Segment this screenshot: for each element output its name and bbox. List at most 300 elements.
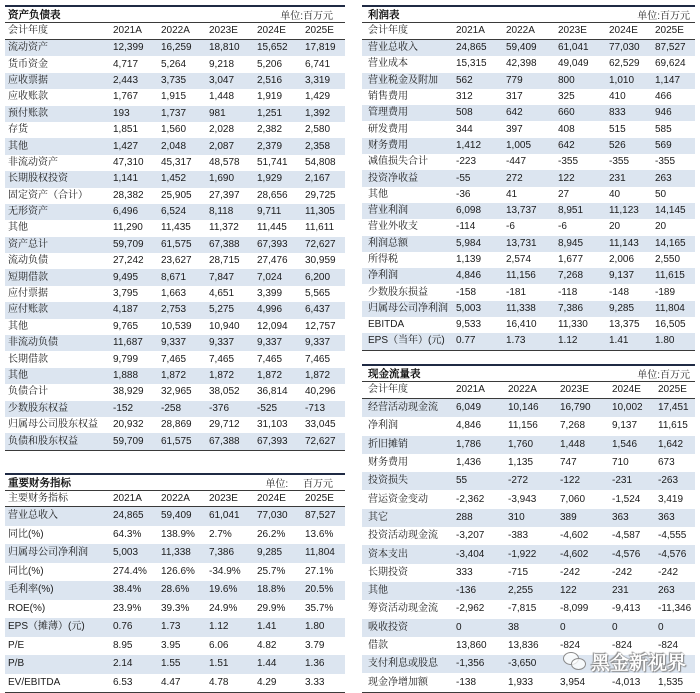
row-value: 24,865 bbox=[113, 510, 144, 522]
row-value: 7,465 bbox=[209, 353, 235, 365]
row-value: 410 bbox=[609, 91, 626, 103]
row-value: 1.51 bbox=[209, 658, 229, 670]
row-label: 应收账款 bbox=[8, 91, 48, 103]
row-value: 13.6% bbox=[305, 528, 334, 540]
row-label: 其他 bbox=[8, 370, 28, 381]
row-value: 5,003 bbox=[456, 302, 482, 314]
row-value: 1,005 bbox=[506, 139, 532, 151]
row-value: 2,255 bbox=[508, 585, 534, 597]
row-value: 231 bbox=[609, 172, 626, 184]
row-value: 11,338 bbox=[161, 547, 191, 559]
table-row bbox=[5, 563, 345, 582]
row-value: -525 bbox=[257, 402, 278, 414]
row-value: 35.7% bbox=[305, 602, 334, 614]
row-value: 1.73 bbox=[506, 335, 526, 347]
row-value: 2,550 bbox=[655, 254, 681, 265]
table-row bbox=[5, 73, 345, 89]
row-label: 归属母公司股东权益 bbox=[8, 419, 98, 431]
row-value: 17,819 bbox=[305, 42, 336, 54]
header-year: 2021A bbox=[113, 25, 142, 36]
table-row bbox=[362, 399, 695, 417]
row-label: 投资净收益 bbox=[368, 172, 418, 184]
row-label: 借款 bbox=[368, 640, 388, 651]
row-value: 28,869 bbox=[161, 419, 192, 431]
row-value: 1,412 bbox=[456, 139, 482, 151]
row-label: 营业总收入 bbox=[368, 42, 418, 54]
row-value: 1,919 bbox=[257, 91, 283, 103]
row-value: 1,767 bbox=[113, 91, 139, 103]
row-value: 2,167 bbox=[305, 173, 331, 185]
row-value: 4,996 bbox=[257, 304, 283, 316]
row-value: 5,565 bbox=[305, 288, 331, 300]
row-value: 3,399 bbox=[257, 288, 283, 300]
header-label: 会计年度 bbox=[8, 25, 48, 36]
row-value: 6.06 bbox=[209, 639, 229, 651]
row-value: 54,808 bbox=[305, 156, 336, 168]
row-value: -258 bbox=[161, 402, 182, 414]
row-value: 310 bbox=[508, 511, 525, 523]
row-value: 40 bbox=[609, 188, 621, 200]
row-value: 67,388 bbox=[209, 238, 240, 250]
row-value: 1.12 bbox=[209, 621, 229, 633]
row-value: 7,024 bbox=[257, 271, 283, 283]
row-value: 28,656 bbox=[257, 189, 288, 201]
row-value: 61,575 bbox=[161, 238, 192, 250]
row-value: 38,929 bbox=[113, 386, 144, 398]
row-value: 325 bbox=[558, 91, 575, 103]
table-row bbox=[362, 673, 695, 691]
row-value: -4,602 bbox=[560, 548, 589, 560]
row-value: -355 bbox=[558, 156, 579, 168]
row-label: 货币资金 bbox=[8, 58, 48, 70]
header-year: 2021A bbox=[456, 25, 485, 36]
row-value: 29,712 bbox=[209, 419, 240, 431]
row-value: 27,397 bbox=[209, 189, 240, 201]
row-value: -824 bbox=[560, 640, 581, 651]
row-value: -713 bbox=[305, 402, 326, 414]
table-row bbox=[5, 351, 345, 367]
row-value: 18,810 bbox=[209, 42, 240, 54]
row-value: 1.44 bbox=[257, 658, 277, 670]
table-row bbox=[5, 204, 345, 220]
table-row bbox=[5, 600, 345, 619]
row-value: 20,932 bbox=[113, 419, 144, 431]
row-value: 4,846 bbox=[456, 270, 482, 282]
row-value: 0 bbox=[456, 621, 462, 633]
row-value: 23,627 bbox=[161, 255, 192, 267]
row-value: 569 bbox=[655, 139, 672, 151]
table-row bbox=[5, 384, 345, 400]
table-row bbox=[5, 155, 345, 171]
row-value: 26.2% bbox=[257, 528, 286, 540]
header-year: 2022A bbox=[161, 492, 190, 504]
row-value: 1,448 bbox=[560, 438, 586, 450]
row-value: 1,546 bbox=[612, 438, 638, 450]
row-value: 2,753 bbox=[161, 304, 187, 316]
row-value: -181 bbox=[506, 286, 527, 298]
row-label: 非流动资产 bbox=[8, 156, 58, 168]
row-label: 长期股权投资 bbox=[8, 173, 68, 185]
table-row bbox=[362, 154, 695, 170]
row-value: 15,315 bbox=[456, 58, 487, 70]
row-value: 45,317 bbox=[161, 156, 192, 168]
row-value: 11,143 bbox=[609, 237, 639, 249]
row-value: 28,715 bbox=[209, 255, 240, 267]
row-value: 1,560 bbox=[161, 124, 187, 136]
table-header bbox=[5, 490, 345, 507]
table-row bbox=[362, 105, 695, 121]
row-label: 预付账款 bbox=[8, 107, 48, 119]
row-value: 2,028 bbox=[209, 124, 235, 136]
row-label: 吸收投资 bbox=[368, 621, 408, 633]
row-value: -4,602 bbox=[560, 530, 589, 542]
row-value: 72,627 bbox=[305, 435, 336, 447]
row-value: 33,045 bbox=[305, 419, 336, 431]
table-row bbox=[5, 253, 345, 269]
row-value: 67,393 bbox=[257, 435, 288, 447]
row-label: EV/EBITDA bbox=[8, 676, 61, 688]
row-value: 32,965 bbox=[161, 386, 192, 398]
row-value: 10,539 bbox=[161, 320, 192, 332]
row-value: -355 bbox=[655, 156, 676, 168]
row-value: 38,052 bbox=[209, 386, 240, 398]
row-value: 2.14 bbox=[113, 658, 133, 670]
row-value: 12,757 bbox=[305, 320, 336, 332]
table-title: 重要财务指标 bbox=[8, 477, 71, 489]
row-value: 30,959 bbox=[305, 255, 336, 267]
table-row bbox=[5, 171, 345, 187]
row-value: -6 bbox=[506, 221, 515, 233]
row-value: 5,003 bbox=[113, 547, 139, 559]
table-row bbox=[362, 619, 695, 637]
row-value: 8,951 bbox=[558, 205, 584, 217]
row-value: 1,677 bbox=[558, 254, 584, 265]
table-row bbox=[362, 317, 695, 333]
table-row bbox=[362, 564, 695, 582]
row-value: 9,533 bbox=[456, 319, 482, 331]
row-value: 1,888 bbox=[113, 370, 139, 381]
row-value: 25.7% bbox=[257, 565, 286, 577]
table-row bbox=[5, 237, 345, 253]
row-value: 28,382 bbox=[113, 189, 144, 201]
row-value: 397 bbox=[506, 123, 523, 135]
table-body bbox=[5, 40, 345, 451]
row-value: 59,709 bbox=[113, 238, 144, 250]
row-value: 642 bbox=[558, 139, 575, 151]
row-value: -152 bbox=[113, 402, 134, 414]
table-row bbox=[5, 581, 345, 600]
table-row bbox=[5, 188, 345, 204]
row-value: 59,409 bbox=[506, 42, 537, 54]
table-unit: 单位:百万元 bbox=[637, 370, 690, 381]
watermark bbox=[563, 648, 686, 674]
row-value: 2,516 bbox=[257, 74, 283, 86]
row-label: 短期借款 bbox=[8, 271, 48, 283]
row-value: 1,929 bbox=[257, 173, 283, 185]
row-value: 3.79 bbox=[305, 639, 325, 651]
table-row bbox=[5, 122, 345, 138]
header-year: 2022A bbox=[508, 384, 537, 395]
row-value: -118 bbox=[558, 286, 578, 298]
row-value: 3,735 bbox=[161, 74, 187, 86]
row-value: 48,578 bbox=[209, 156, 240, 168]
row-value: -34.9% bbox=[209, 565, 241, 577]
row-label: 营业成本 bbox=[368, 58, 408, 70]
header-year: 2021A bbox=[456, 384, 485, 395]
row-value: 61,041 bbox=[209, 510, 240, 522]
row-value: 20.5% bbox=[305, 584, 334, 596]
header-year: 2022A bbox=[506, 25, 535, 36]
row-value: 5,264 bbox=[161, 58, 187, 70]
row-value: 16,259 bbox=[161, 42, 192, 54]
row-label: 存货 bbox=[8, 124, 28, 136]
row-value: -383 bbox=[508, 530, 529, 542]
row-value: 6,049 bbox=[456, 402, 482, 414]
row-value: -138 bbox=[456, 676, 477, 688]
table-row bbox=[5, 220, 345, 236]
table-body bbox=[362, 40, 695, 351]
header-year: 2023E bbox=[209, 492, 238, 504]
row-value: -4,587 bbox=[612, 530, 641, 542]
row-value: -7,815 bbox=[508, 603, 537, 615]
header-year: 2024E bbox=[257, 25, 286, 36]
row-value: 38.4% bbox=[113, 584, 142, 596]
row-value: 41 bbox=[506, 188, 518, 200]
row-value: 8.95 bbox=[113, 639, 133, 651]
table-title-row bbox=[5, 5, 345, 22]
row-label: 负债合计 bbox=[8, 386, 48, 398]
row-label: 支付利息或股息 bbox=[368, 658, 438, 670]
row-value: 1,139 bbox=[456, 254, 482, 265]
table-row bbox=[362, 236, 695, 252]
table-row bbox=[362, 40, 695, 56]
row-label: 其他 bbox=[368, 188, 388, 200]
row-value: 193 bbox=[113, 107, 130, 119]
row-value: 526 bbox=[609, 139, 626, 151]
row-value: 87,527 bbox=[655, 42, 686, 54]
row-value: 9,337 bbox=[257, 337, 283, 349]
row-value: 1,872 bbox=[305, 370, 331, 381]
row-value: 4,187 bbox=[113, 304, 139, 316]
header-year: 2025E bbox=[655, 25, 684, 36]
row-value: 1,760 bbox=[508, 438, 534, 450]
table-unit: 单位:百万元 bbox=[637, 11, 690, 22]
row-value: -272 bbox=[508, 475, 529, 487]
row-value: 7,465 bbox=[161, 353, 187, 365]
row-label: 其他 bbox=[8, 320, 28, 332]
row-value: 8,671 bbox=[161, 271, 187, 283]
row-value: -824 bbox=[612, 640, 633, 651]
table-row bbox=[362, 170, 695, 186]
table-row bbox=[362, 89, 695, 105]
row-value: 11,305 bbox=[305, 206, 335, 218]
header-label: 主要财务指标 bbox=[8, 492, 68, 504]
row-value: 11,156 bbox=[506, 270, 536, 282]
row-value: 11,615 bbox=[658, 420, 688, 432]
row-value: 981 bbox=[209, 107, 226, 119]
row-value: 515 bbox=[609, 123, 626, 135]
row-label: 管理费用 bbox=[368, 107, 408, 119]
row-value: 12,094 bbox=[257, 320, 288, 332]
balance-sheet-table bbox=[5, 5, 345, 451]
row-value: 23.9% bbox=[113, 602, 142, 614]
row-value: 9,765 bbox=[113, 320, 139, 332]
row-label: 归属母公司净利润 bbox=[8, 547, 88, 559]
row-value: 7,268 bbox=[560, 420, 586, 432]
row-label: 营运资金变动 bbox=[368, 493, 428, 505]
row-value: 61,575 bbox=[161, 435, 192, 447]
row-value: 11,615 bbox=[655, 270, 685, 282]
row-value: 5,984 bbox=[456, 237, 482, 249]
row-value: 11,330 bbox=[558, 319, 588, 331]
row-label: 营业外收支 bbox=[368, 221, 418, 233]
row-value: 363 bbox=[612, 511, 629, 523]
row-label: 同比(%) bbox=[8, 565, 44, 577]
row-label: 减值损失合计 bbox=[368, 156, 428, 168]
row-value: 263 bbox=[655, 172, 672, 184]
row-value: 779 bbox=[506, 74, 523, 86]
row-value: 660 bbox=[558, 107, 575, 119]
table-row bbox=[5, 106, 345, 122]
cash-flow-table bbox=[362, 364, 695, 693]
row-value: 8,118 bbox=[209, 206, 234, 218]
row-label: 现金净增加额 bbox=[368, 676, 428, 688]
table-row bbox=[5, 269, 345, 285]
row-value: 6,200 bbox=[305, 271, 331, 283]
header-year: 2025E bbox=[658, 384, 687, 395]
header-year: 2024E bbox=[612, 384, 641, 395]
row-value: -1,922 bbox=[508, 548, 537, 560]
table-header bbox=[362, 381, 695, 399]
row-value: 9,799 bbox=[113, 353, 139, 365]
row-value: 3,047 bbox=[209, 74, 235, 86]
row-value: 2,443 bbox=[113, 74, 139, 86]
header-year: 2023E bbox=[560, 384, 589, 395]
row-value: 0.76 bbox=[113, 621, 133, 633]
row-value: 16,505 bbox=[655, 319, 686, 331]
row-value: -3,943 bbox=[508, 493, 537, 505]
table-row bbox=[362, 203, 695, 219]
row-value: 1.41 bbox=[609, 335, 629, 347]
row-value: 272 bbox=[506, 172, 523, 184]
table-row bbox=[5, 655, 345, 674]
row-value: 13,836 bbox=[508, 640, 539, 651]
watermark-text: 黑金新视界 bbox=[591, 651, 687, 674]
row-value: 1,872 bbox=[161, 370, 187, 381]
row-value: 7,386 bbox=[558, 302, 584, 314]
row-value: 4.29 bbox=[257, 676, 277, 688]
table-title: 现金流量表 bbox=[368, 368, 421, 380]
row-value: -114 bbox=[456, 221, 476, 233]
row-value: 122 bbox=[558, 172, 575, 184]
row-value: 7,386 bbox=[209, 547, 235, 559]
row-value: 363 bbox=[658, 511, 675, 523]
row-value: 562 bbox=[456, 74, 473, 86]
row-value: 72,627 bbox=[305, 238, 336, 250]
row-value: 77,030 bbox=[609, 42, 640, 54]
row-value: 28.6% bbox=[161, 584, 190, 596]
row-label: 投资损失 bbox=[368, 475, 408, 487]
row-value: 10,002 bbox=[612, 402, 643, 414]
row-value: 1,642 bbox=[658, 438, 684, 450]
row-value: 466 bbox=[655, 91, 672, 103]
row-value: -376 bbox=[209, 402, 230, 414]
header-year: 2021A bbox=[113, 492, 142, 504]
row-value: 36,814 bbox=[257, 386, 288, 398]
row-label: 其他 bbox=[8, 222, 28, 234]
row-value: 5,275 bbox=[209, 304, 235, 316]
row-value: 7,268 bbox=[558, 270, 584, 282]
row-value: 10,146 bbox=[508, 402, 539, 414]
table-header bbox=[5, 22, 345, 40]
row-value: 1.41 bbox=[257, 621, 277, 633]
table-title: 利润表 bbox=[368, 9, 400, 21]
row-label: 折旧摊销 bbox=[368, 438, 408, 450]
row-value: 1,915 bbox=[161, 91, 187, 103]
row-label: 营业总收入 bbox=[8, 510, 58, 522]
table-row bbox=[362, 333, 695, 349]
row-label: 流动资产 bbox=[8, 42, 48, 54]
row-value: 138.9% bbox=[161, 528, 195, 540]
row-value: 946 bbox=[655, 107, 672, 119]
table-row bbox=[5, 674, 345, 693]
row-value: 4.47 bbox=[161, 676, 181, 688]
row-value: 62,529 bbox=[609, 58, 640, 70]
row-value: 10,940 bbox=[209, 320, 240, 332]
row-value: 25,905 bbox=[161, 189, 192, 201]
table-row bbox=[362, 436, 695, 454]
table-row bbox=[5, 433, 345, 449]
row-value: 7,465 bbox=[257, 353, 283, 365]
header-year: 2023E bbox=[558, 25, 587, 36]
row-value: 408 bbox=[558, 123, 575, 135]
row-value: 1,872 bbox=[257, 370, 283, 381]
row-value: 67,388 bbox=[209, 435, 240, 447]
row-value: -824 bbox=[658, 640, 679, 651]
table-row bbox=[5, 417, 345, 433]
row-value: 20 bbox=[609, 221, 621, 233]
table-row bbox=[5, 138, 345, 154]
row-value: -1,356 bbox=[456, 658, 485, 670]
row-label: 销售费用 bbox=[368, 91, 408, 103]
row-value: -231 bbox=[612, 475, 633, 487]
row-value: 61,041 bbox=[558, 42, 589, 54]
row-value: 24,865 bbox=[456, 42, 487, 54]
row-label: 应收票据 bbox=[8, 74, 48, 86]
row-label: 其他 bbox=[368, 585, 388, 597]
table-row bbox=[362, 138, 695, 154]
row-value: 69,624 bbox=[655, 58, 686, 70]
row-value: 1,448 bbox=[209, 91, 235, 103]
table-row bbox=[5, 544, 345, 563]
table-row bbox=[362, 454, 695, 472]
table-row bbox=[362, 472, 695, 490]
row-value: -4,555 bbox=[658, 530, 687, 542]
row-label: 固定资产（合计） bbox=[8, 189, 88, 201]
header-label: 会计年度 bbox=[368, 25, 408, 36]
row-value: 6,741 bbox=[305, 58, 331, 70]
row-label: EPS（摊薄）(元) bbox=[8, 621, 85, 633]
row-value: 87,527 bbox=[305, 510, 336, 522]
row-value: -4,576 bbox=[612, 548, 641, 560]
table-row bbox=[362, 56, 695, 72]
table-row bbox=[362, 545, 695, 563]
row-value: 126.6% bbox=[161, 565, 195, 577]
row-value: 9,137 bbox=[612, 420, 638, 432]
row-value: -242 bbox=[658, 566, 679, 578]
row-value: -122 bbox=[560, 475, 581, 487]
table-row bbox=[362, 121, 695, 137]
